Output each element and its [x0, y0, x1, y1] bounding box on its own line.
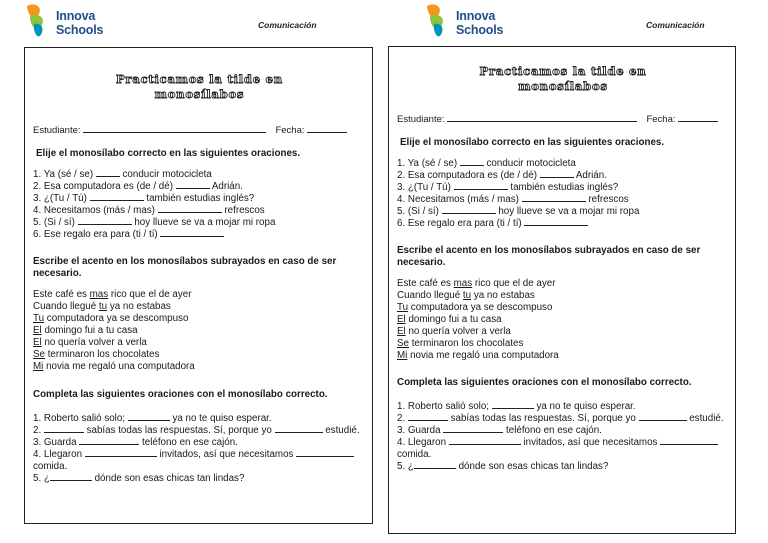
s2-sentence-2: Cuando llegué tu ya no estabas [33, 301, 171, 312]
answer-blank[interactable] [442, 206, 496, 214]
innova-schools-logo-icon [424, 2, 452, 38]
s1-item-4: 4. Necesitamos (más / mas) refrescos [33, 205, 265, 216]
answer-blank[interactable] [414, 461, 456, 469]
section-1 [397, 137, 729, 230]
answer-blank[interactable] [160, 229, 224, 237]
answer-blank[interactable] [540, 170, 574, 178]
s1-item-2: 2. Esa computadora es (de / dé) Adrián. [33, 181, 243, 192]
date-label: Fecha: [275, 125, 305, 136]
s3-item-2: 2. sabías todas las respuestas. Sí, porque yo estudié. [397, 413, 724, 424]
s2-sentence-4: El domingo fui a tu casa [397, 314, 502, 325]
answer-blank[interactable] [90, 193, 144, 201]
school-logo [24, 2, 114, 40]
section-2 [397, 245, 729, 362]
answer-blank[interactable] [660, 437, 718, 445]
s2-sentence-1: Este café es mas rico que el de ayer [33, 289, 192, 300]
date-blank[interactable] [678, 114, 718, 122]
s2-sentence-4: El domingo fui a tu casa [33, 325, 138, 336]
s2-sentence-1: Este café es mas rico que el de ayer [397, 278, 556, 289]
answer-blank[interactable] [524, 218, 588, 226]
answer-blank[interactable] [128, 413, 170, 421]
answer-blank[interactable] [79, 437, 139, 445]
s2-sentence-6: Se terminaron los chocolates [33, 349, 160, 360]
s3-item-4: 4. Llegaron invitados, así que necesitamos comida. [33, 449, 366, 473]
worksheet-frame [24, 47, 373, 524]
answer-blank[interactable] [449, 437, 521, 445]
section-2-instruction: Escribe el acento en los monosílabos subrayados en caso de ser necesario. [397, 245, 701, 268]
answer-blank[interactable] [522, 194, 586, 202]
s3-item-5: 5. ¿ dónde son esas chicas tan lindas? [33, 473, 245, 484]
answer-blank[interactable] [460, 158, 484, 166]
s2-sentence-3: Tu computadora ya se descompuso [33, 313, 189, 324]
s1-item-6: 6. Ese regalo era para (ti / tí) [397, 218, 729, 230]
subject-label: Comunicación [258, 20, 317, 30]
logo-text-line1: Innova [56, 9, 96, 23]
worksheet-copy-right [384, 0, 768, 543]
title-line-2: monosílabos [154, 87, 245, 101]
answer-blank[interactable] [158, 205, 222, 213]
answer-blank[interactable] [78, 217, 132, 225]
s3-item-1: 1. Roberto salió solo; ya no te quiso esperar. [33, 413, 272, 424]
answer-blank[interactable] [639, 413, 687, 421]
s3-item-3: 3. Guarda teléfono en ese cajón. [33, 437, 238, 448]
s2-sentence-3: Tu computadora ya se descompuso [397, 302, 553, 313]
s2-sentence-6: Se terminaron los chocolates [397, 338, 524, 349]
title-line-1: Practicamos la tilde en [479, 64, 647, 78]
s3-item-2: 2. sabías todas las respuestas. Sí, porque yo estudié. [33, 425, 360, 436]
s1-item-5: 5. (Si / sí) hoy llueve se va a mojar mi ropa [397, 206, 640, 217]
student-fields [397, 114, 729, 125]
answer-blank[interactable] [44, 425, 84, 433]
date-blank[interactable] [307, 125, 347, 133]
s1-item-6: 6. Ese regalo era para (ti / tí) [33, 229, 366, 241]
answer-blank[interactable] [275, 425, 323, 433]
student-name-blank[interactable] [447, 114, 637, 122]
innova-schools-logo-icon [24, 2, 52, 38]
title-line-1: Practicamos la tilde en [116, 72, 283, 86]
section-3-instruction: Completa las siguientes oraciones con el monosílabo correcto. [397, 377, 692, 388]
section-2 [33, 256, 366, 373]
student-name-blank[interactable] [83, 125, 266, 133]
answer-blank[interactable] [85, 449, 157, 457]
s2-sentence-2: Cuando llegué tu ya no estabas [397, 290, 535, 301]
s3-item-4: 4. Llegaron invitados, así que necesitamos comida. [397, 437, 729, 461]
s1-item-2: 2. Esa computadora es (de / dé) Adrián. [397, 170, 607, 181]
student-fields [33, 125, 366, 136]
title-line-2: monosílabos [518, 79, 608, 93]
worksheet-frame [388, 46, 736, 534]
answer-blank[interactable] [492, 401, 534, 409]
s2-sentence-7: Mi novia me regaló una computadora [33, 361, 195, 372]
student-label: Estudiante: [397, 114, 445, 125]
answer-blank[interactable] [176, 181, 210, 189]
answer-blank[interactable] [443, 425, 503, 433]
section-2-instruction: Escribe el acento en los monosílabos subrayados en caso de ser necesario. [33, 256, 337, 279]
s1-item-5: 5. (Si / sí) hoy llueve se va a mojar mi ropa [33, 217, 276, 228]
s2-sentence-5: El no quería volver a verla [397, 326, 511, 337]
s3-item-3: 3. Guarda teléfono en ese cajón. [397, 425, 602, 436]
answer-blank[interactable] [454, 182, 508, 190]
answer-blank[interactable] [96, 169, 120, 177]
s3-item-1: 1. Roberto salió solo; ya no te quiso esperar. [397, 401, 636, 412]
answer-blank[interactable] [408, 413, 448, 421]
logo-text-line2: Schools [56, 23, 104, 37]
student-label: Estudiante: [33, 125, 81, 136]
section-1-instruction: Elije el monosílabo correcto en las siguientes oraciones. [36, 148, 301, 159]
worksheet-title [33, 72, 366, 102]
logo-text-line1: Innova [456, 9, 496, 23]
section-3 [397, 377, 729, 473]
s1-item-3: 3. ¿(Tu / Tú) también estudias inglés? [397, 182, 619, 193]
s1-item-1: 1. Ya (sé / se) conducir motocicleta [33, 169, 212, 180]
answer-blank[interactable] [50, 473, 92, 481]
section-3 [33, 389, 366, 485]
school-logo [424, 2, 514, 40]
s2-sentence-5: El no quería volver a verla [33, 337, 147, 348]
answer-blank[interactable] [296, 449, 354, 457]
s1-item-4: 4. Necesitamos (más / mas) refrescos [397, 194, 629, 205]
date-label: Fecha: [646, 114, 676, 125]
s1-item-3: 3. ¿(Tu / Tú) también estudias inglés? [33, 193, 255, 204]
section-3-instruction: Completa las siguientes oraciones con el monosílabo correcto. [33, 389, 328, 400]
logo-text-line2: Schools [456, 23, 504, 37]
section-1 [33, 148, 366, 241]
s2-sentence-7: Mi novia me regaló una computadora [397, 350, 559, 361]
section-1-instruction: Elije el monosílabo correcto en las siguientes oraciones. [400, 137, 665, 148]
s3-item-5: 5. ¿ dónde son esas chicas tan lindas? [397, 461, 609, 472]
s1-item-1: 1. Ya (sé / se) conducir motocicleta [397, 158, 576, 169]
worksheet-title [397, 64, 729, 94]
subject-label: Comunicación [646, 20, 705, 30]
